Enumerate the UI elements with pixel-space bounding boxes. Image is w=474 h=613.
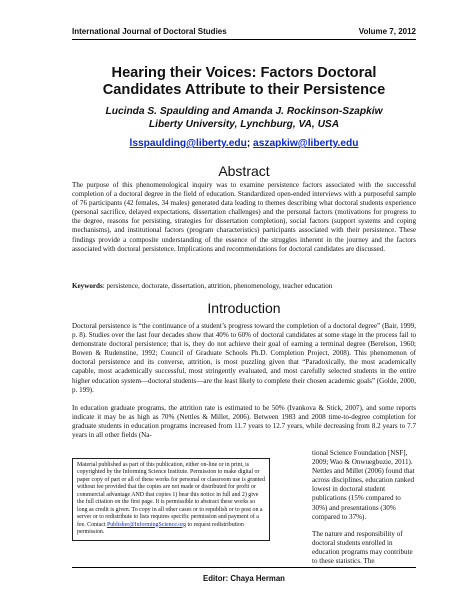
email-separator: ;: [246, 138, 254, 149]
keywords-label: Keywords: [72, 282, 103, 290]
copyright-notice-box: [72, 458, 270, 541]
email-link-spaulding[interactable]: lsspaulding@liberty.edu: [129, 138, 247, 149]
volume-label: Volume 7, 2012: [358, 27, 416, 36]
abstract-heading: Abstract: [218, 163, 270, 179]
keywords-line: [72, 282, 416, 291]
editor-credit: Editor: Chaya Herman: [203, 574, 285, 583]
copyright-text: Material published as part of this publication, either on-line or in print, is copyrighted by the Informing Science Institute. Permission to make digital or paper copy of part or all of these works for personal or classroom use is granted without fee provided that the copies are not made or distributed for profit or commercial advantage AND that copies 1) bear this notice in full and 2) give the full citation on the first page. It is permissible to abstract these works so long as credit is given. To copy in all other cases or to republish or to post on a server or to redistribute to lists requires specific permission and payment of a fee. Contact: [77, 462, 265, 528]
abstract-text: The purpose of this phenomenological inquiry was to examine persistence factors associated with the successful completion of a doctoral degree in the field of education. Standardized open-ended interviews with a purposeful sample of 76 participants (42 females, 34 males) generated data leading to themes describing what doctoral students experience (personal sacrifice, delayed expectations, dissertation challenges) and the personal factors (motivations for progress to the degree, reasons for persisting, strategies for dissertation completion), social factors (support systems and coping mechanisms), and institutional factors (program characteristics) participants associated with their persistence. These findings provide a composite understanding of the essence of the struggles inherent in the journey and the factors associated with doctoral persistence. Implications and recommendations for doctoral candidates are discussed.: [72, 181, 416, 253]
publisher-email-link[interactable]: Publisher@InformingScience.org: [106, 521, 187, 528]
author-block: [72, 105, 416, 131]
copyright-text-end: to request redistribution permission.: [77, 521, 244, 536]
keywords-list: : persistence, doctorate, dissertation, attrition, phenomenology, teacher education: [102, 282, 333, 290]
header-rule: [72, 39, 416, 40]
author-affiliation: Liberty University, Lynchburg, VA, USA: [148, 119, 340, 130]
email-link-szapkiw[interactable]: aszapkiw@liberty.edu: [253, 138, 359, 149]
footer-rule: [72, 567, 416, 568]
intro-paragraph-2: In education graduate programs, the attrition rate is estimated to be 50% (Ivankova & Stick, 2007), and some reports indicate it may be as high as 70% (Nettles & Millet, 2006). Between 1983 and 2008 time-to-degree completion for graduate students in education programs increased from 11.7 years to 12.7 years, while decreasing from 8.2 years to 7.7 years in all other fields (Na-: [72, 404, 416, 440]
right-column-text: [312, 449, 416, 574]
intro-paragraph-3: The nature and responsibility of doctoral students enrolled in education programs may contribute to these statistics. The: [312, 529, 413, 566]
running-header: [72, 27, 416, 41]
paper-title: Hearing their Voices: Factors Doctoral Candidates Attribute to their Persistence: [102, 65, 386, 98]
author-emails: [72, 138, 416, 149]
intro-paragraph-1: Doctoral persistence is “the continuance of a student’s progress toward the completion of a doctoral degree” (Bair, 1999, p. 8). Studies over the last four decades show that 40% to 60% of doctoral candidates at some stage in the process fail to demonstrate doctoral persistence; that is, they do not achieve their goal of earning a terminal degree (Berelson, 1960; Bowen & Rudenstine, 1992; Council of Graduate Schools Ph.D. Completion Project, 2008). This phenomenon of doctoral persistence and its converse, attrition, is most puzzling given that “Paradoxically, the most academically capable, most academically successful, most stringently evaluated, and most carefully selected students in the entire higher education system—doctoral students—are the least likely to complete their chosen academic goals” (Golde, 2000, p. 199).: [72, 322, 416, 394]
author-names: Lucinda S. Spaulding and Amanda J. Rockinson-Szapkiw: [105, 106, 383, 117]
journal-name: International Journal of Doctoral Studies: [72, 27, 227, 36]
introduction-heading: Introduction: [207, 300, 281, 316]
intro-paragraph-2-continued: tional Science Foundation [NSF], 2009; Wao & Onwuegbuzie, 2011). Nettles and Millet (2006) found that across disciplines, education ranked lowest in doctoral student publications (15% compared to 30%) and presentations (30% compared to 37%).: [312, 449, 415, 521]
